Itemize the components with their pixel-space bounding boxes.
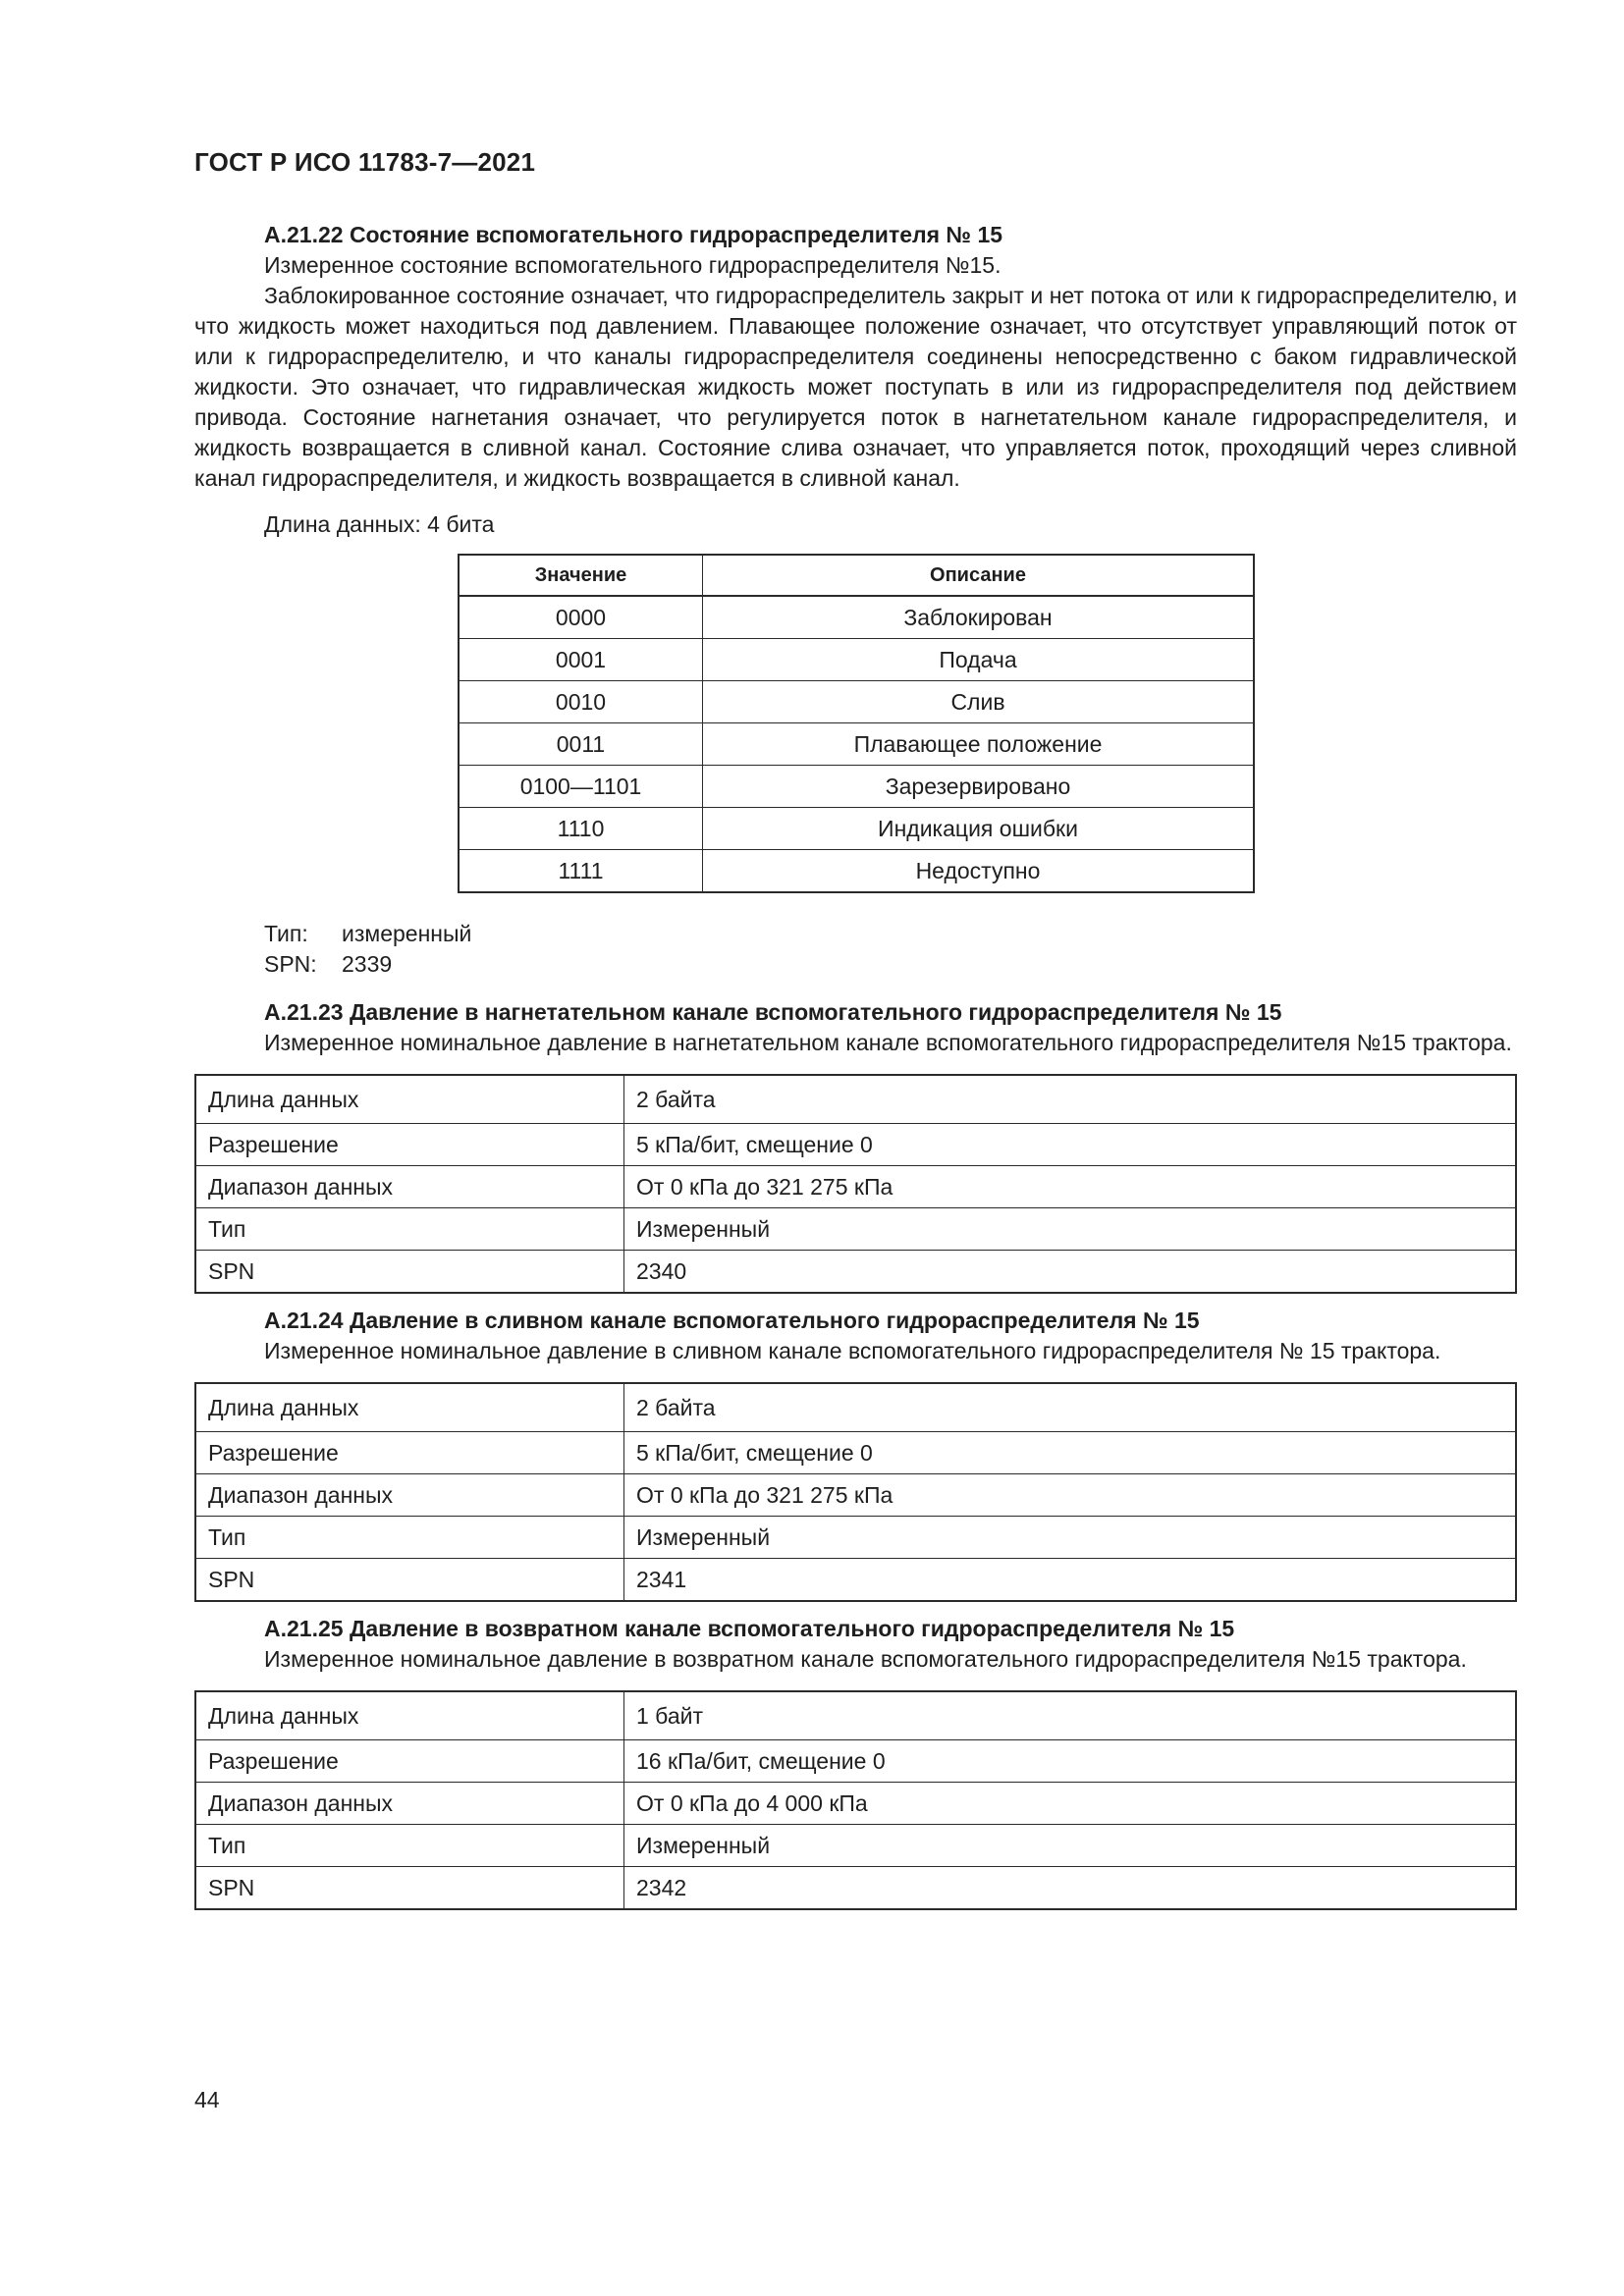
parameter-name-cell: Тип [195, 1517, 624, 1559]
type-label: Тип: [264, 921, 308, 946]
table-row [195, 1867, 1516, 1910]
section-heading-a-21-22: А.21.22 Состояние вспомогательного гидрораспределителя № 15 [264, 222, 1003, 247]
table-row [195, 1783, 1516, 1825]
parameter-name-cell: Тип [195, 1825, 624, 1867]
parameter-value-cell: 2 байта [624, 1383, 1517, 1432]
section-a-21-23-paragraph: Измеренное номинальное давление в нагнетательном канале вспомогательного гидрораспределителя №15 трактора. [264, 1030, 1512, 1055]
description-cell: Индикация ошибки [703, 808, 1255, 850]
type-line [264, 919, 1517, 949]
parameter-value-cell: 2340 [624, 1251, 1517, 1294]
description-cell: Недоступно [703, 850, 1255, 893]
section-a-21-22-paragraph-1: Измеренное состояние вспомогательного гидрораспределителя №15. [264, 252, 1001, 278]
parameter-value-cell: 1 байт [624, 1691, 1517, 1740]
description-cell: Заблокирован [703, 596, 1255, 639]
description-cell: Подача [703, 639, 1255, 681]
value-cell: 0001 [459, 639, 703, 681]
table-row [459, 850, 1254, 893]
value-cell: 0010 [459, 681, 703, 723]
page-number: 44 [194, 2087, 220, 2112]
value-description-table [458, 554, 1255, 893]
description-cell: Слив [703, 681, 1255, 723]
table-row [195, 1383, 1516, 1432]
parameter-name-cell: SPN [195, 1867, 624, 1910]
table-row [195, 1166, 1516, 1208]
parameter-name-cell: Длина данных [195, 1383, 624, 1432]
parameter-name-cell: Тип [195, 1208, 624, 1251]
table-row [195, 1208, 1516, 1251]
description-cell: Зарезервировано [703, 766, 1255, 808]
table-row [195, 1740, 1516, 1783]
section-a-21-22-paragraph-2: Заблокированное состояние означает, что гидрораспределитель закрыт и нет потока от или к гидрораспределителю, и что жидкость может находиться под давлением. Плавающее положение означает, что отсутствует управляющий поток от или к гидрораспределителю, и что каналы гидрораспределителя соединены непосредственно с баком гидравлической жидкости. Это означает, что гидравлическая жидкость может поступать в или из гидрораспределителя под действием привода. Состояние нагнетания означает, что регулируется поток в нагнетательном канале гидрораспределителя, и жидкость возвращается в сливной канал. Состояние слива означает, что управляется поток, проходящий через сливной канал гидрораспределителя, и жидкость возвращается в сливной канал. [194, 283, 1517, 491]
table-row [195, 1432, 1516, 1474]
parameter-name-cell: Разрешение [195, 1432, 624, 1474]
page-content [194, 220, 1517, 1910]
parameter-value-cell: Измеренный [624, 1517, 1517, 1559]
column-header-value: Значение [459, 555, 703, 596]
value-cell: 1111 [459, 850, 703, 893]
parameter-value-cell: Измеренный [624, 1825, 1517, 1867]
parameter-name-cell: Диапазон данных [195, 1474, 624, 1517]
parameter-name-cell: Диапазон данных [195, 1166, 624, 1208]
table-row [195, 1691, 1516, 1740]
table-row [195, 1251, 1516, 1294]
parameter-name-cell: SPN [195, 1251, 624, 1294]
parameter-name-cell: Длина данных [195, 1691, 624, 1740]
table-row [459, 808, 1254, 850]
parameter-value-cell: 16 кПа/бит, смещение 0 [624, 1740, 1517, 1783]
section-heading-a-21-24: А.21.24 Давление в сливном канале вспомогательного гидрораспределителя № 15 [264, 1308, 1200, 1333]
table-row [195, 1517, 1516, 1559]
value-cell: 0000 [459, 596, 703, 639]
parameter-value-cell: От 0 кПа до 4 000 кПа [624, 1783, 1517, 1825]
parameter-value-cell: 5 кПа/бит, смещение 0 [624, 1124, 1517, 1166]
parameter-value-cell: 5 кПа/бит, смещение 0 [624, 1432, 1517, 1474]
spn-value: 2339 [342, 951, 393, 977]
spn-line [264, 949, 1517, 980]
parameter-value-cell: 2342 [624, 1867, 1517, 1910]
parameter-name-cell: Длина данных [195, 1075, 624, 1124]
section-heading-a-21-23: А.21.23 Давление в нагнетательном канале вспомогательного гидрораспределителя № 15 [264, 999, 1282, 1025]
parameter-table-a-21-25 [194, 1690, 1517, 1910]
parameter-value-cell: 2 байта [624, 1075, 1517, 1124]
table-row [195, 1559, 1516, 1602]
table-row [195, 1474, 1516, 1517]
value-cell: 0011 [459, 723, 703, 766]
table-row [459, 596, 1254, 639]
section-a-21-24-paragraph: Измеренное номинальное давление в сливном канале вспомогательного гидрораспределителя № 15 трактора. [264, 1338, 1441, 1363]
data-length-label: Длина данных: 4 бита [264, 511, 495, 537]
document-header: ГОСТ Р ИСО 11783-7—2021 [194, 147, 536, 177]
parameter-name-cell: Диапазон данных [195, 1783, 624, 1825]
section-a-21-25-paragraph: Измеренное номинальное давление в возвратном канале вспомогательного гидрораспределителя №15 трактора. [264, 1646, 1467, 1672]
table-row [195, 1124, 1516, 1166]
type-value: измеренный [342, 921, 472, 946]
table-row [459, 766, 1254, 808]
parameter-name-cell: Разрешение [195, 1124, 624, 1166]
value-cell: 0100—1101 [459, 766, 703, 808]
table-row [459, 681, 1254, 723]
table-row [459, 639, 1254, 681]
parameter-value-cell: Измеренный [624, 1208, 1517, 1251]
section-heading-a-21-25: А.21.25 Давление в возвратном канале вспомогательного гидрораспределителя № 15 [264, 1616, 1235, 1641]
parameter-name-cell: Разрешение [195, 1740, 624, 1783]
parameter-table-a-21-23 [194, 1074, 1517, 1294]
parameter-value-cell: От 0 кПа до 321 275 кПа [624, 1474, 1517, 1517]
table-row [195, 1825, 1516, 1867]
table-header-row [459, 555, 1254, 596]
table-row [195, 1075, 1516, 1124]
description-cell: Плавающее положение [703, 723, 1255, 766]
parameter-value-cell: 2341 [624, 1559, 1517, 1602]
value-cell: 1110 [459, 808, 703, 850]
parameter-table-a-21-24 [194, 1382, 1517, 1602]
parameter-value-cell: От 0 кПа до 321 275 кПа [624, 1166, 1517, 1208]
table-row [459, 723, 1254, 766]
spn-label: SPN: [264, 951, 317, 977]
type-spn-block [264, 919, 1517, 980]
column-header-description: Описание [703, 555, 1255, 596]
parameter-name-cell: SPN [195, 1559, 624, 1602]
